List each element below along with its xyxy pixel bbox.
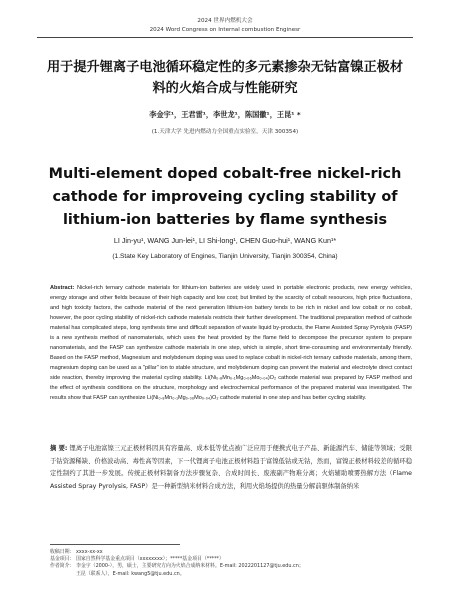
conference-name-en: 2024 Word Congress on Internal combustion Enginesr: [149, 27, 301, 33]
english-title-line-2: cathode for improveing cycling stability of: [52, 189, 398, 205]
abstract-text: Nickel-rich ternary cathode materials for lithium-ion batteries are widely used in portable electronic products, new energy vehicles, energy storage and other fields because of their high capacity and low cost; but limited by the scarcity of cobalt resources, high price fluctuations, and high toxicity factors, the cathode material of the next generation lithium-ion battery tends to be rich in nickel and low cobalt or no cobalt, however, the poor cycling stability of nickel-rich cathode materials restricts their further development. The traditional preparation method of cathode material has complicated steps, long synthesis time and difficult separation of waste liquid by-products, the Flame Assisted Spray Pyrolysis (FASP) is a new synthesis method of nanomaterials, which uses the heat provided by the flame field to decompose the precursor system to prepare nanomaterials, and the FASP can synthesize cathode materials in one step, which is simple, short time-consuming and environmentally friendly. Based on the FASP method, Magnesium and molybdenum doping was used to replace cobalt in nickel-rich ternary cathode materials, among them, magnesium doping can be used as a "pillar" ion to stable structure, and molybdenum doping can prevent the material and electrolyte direct contact side reaction, thereby improving the material cycling stability. Li(Ni₀.₈Mn₀.₁Mg₀.₀₆Mo₀.₀₄)O₂ cathode material was prepared by FASP method and the effect of synthesis conditions on the structure, morphology and electrochemical performance of the prepared material was investigated. The results show that FASP can synthesize Li(Ni₀.₈Mn₀.₁Mg₀.₀₆Mo₀.₀₄)O₂ cathode material in one step and has better cycling stability.: [50, 285, 413, 401]
chinese-abstract-text: 锂离子电池富镍三元正极材料因具有容量高、成本低等优点被广泛应用于便携式电子产品、新能源汽车、储能等领域；受限于钴资源稀缺、价格波动高、毒性高等因素，下一代锂离子电池正极材料趋于富镍低钴或无钴，然而，富镍正极材料较差的循环稳定性制约了其进一步发展。传统正极材料制备方法步骤复杂、合成时间长、废液副产物难分离；火焰辅助喷雾热解方法（Flame Assisted Spray Pyrolysis, FASP）是一种新型纳米材料合成方法，利用火焰场提供的热量分解前驱体制备纳米: [50, 445, 413, 491]
chinese-title: [30, 57, 420, 99]
footnote-author-info: 作者简介： 李金宇（2000-），男，硕士，主要研究方向为火焰合成纳米材料。E-mail: 2022201127@tju.edu.cn；: [50, 563, 304, 570]
english-title-line-1: Multi-element doped cobalt-free nickel-rich: [48, 166, 402, 182]
chinese-affiliation: (1.天津大学 先进内燃动力全国重点实验室，天津 300354): [151, 129, 299, 135]
chinese-abstract-label: 摘 要:: [50, 445, 68, 452]
footnote-received: 收稿日期： xxxx-xx-xx: [50, 549, 103, 555]
footnote-fund: 基金项目： 国家自然科学基金重点项目（xxxxxxxx）；*****基金项目（*****）: [50, 556, 224, 563]
english-title: [40, 163, 410, 232]
footnote-divider: [50, 544, 180, 545]
english-affiliation: (1.State Key Laboratory of Engines, Tianjin University, Tianjin 300354, China): [112, 253, 338, 260]
chinese-abstract: [50, 443, 412, 494]
header-divider: [37, 37, 413, 38]
english-authors: LI Jin-yu¹, WANG Jun-lei¹, LI Shi-long¹, CHEN Guo-hui¹, WANG Kun¹*: [113, 236, 337, 245]
chinese-title-line-1: 用于提升锂离子电池循环稳定性的多元素掺杂无钴富镍正极材: [46, 60, 404, 75]
chinese-authors: 李金宇¹，王君雷¹，李世龙¹，陈国徽¹，王昆¹ *: [149, 110, 301, 119]
footnotes: [50, 549, 412, 578]
english-abstract: [50, 283, 412, 403]
abstract-label: Abstract:: [50, 285, 75, 291]
conference-name-cn: 2024 世界内燃机大会: [197, 18, 253, 24]
footnote-corresponding-author: 王昆（联系人），E-mail: kwang5@tju.edu.cn。: [76, 570, 185, 577]
chinese-title-line-2: 料的火焰合成与性能研究: [152, 81, 298, 96]
english-title-line-3: lithium-ion batteries by flame synthesis: [62, 212, 388, 228]
